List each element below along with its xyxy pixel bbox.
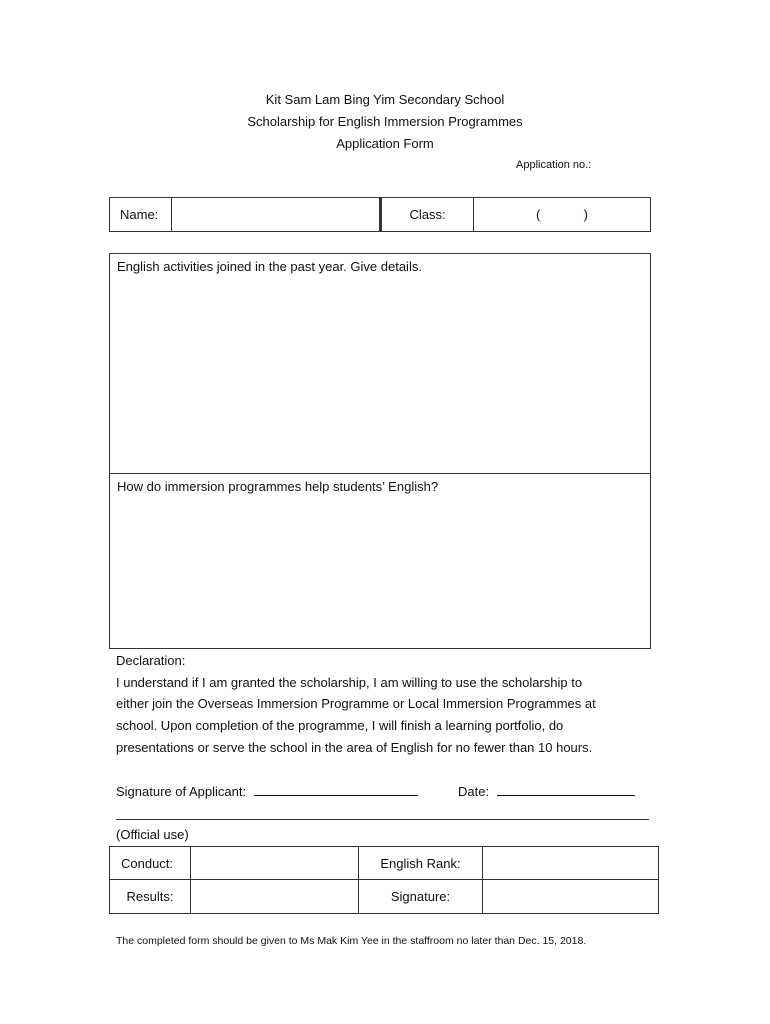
declaration-line: presentations or serve the school in the area of English for no fewer than 10 hours.	[116, 739, 593, 755]
conduct-label: Conduct:	[121, 855, 174, 871]
results-label-cell	[109, 879, 191, 914]
name-field[interactable]	[171, 197, 381, 232]
submission-note: The completed form should be given to Ms Mak Kim Yee in the staffroom no later than Dec. 15, 2018.	[116, 935, 587, 947]
class-label-cell	[379, 197, 474, 232]
class-label: Class:	[409, 207, 446, 222]
form-title: Application Form	[336, 136, 434, 151]
application-number-label: Application no.:	[516, 159, 592, 171]
activities-question: English activities joined in the past year. Give details.	[117, 259, 422, 274]
date-label: Date:	[458, 784, 490, 799]
english-rank-label: English Rank:	[380, 855, 461, 871]
declaration-line: school. Upon completion of the programme, I will finish a learning portfolio, do	[116, 718, 564, 734]
conduct-field[interactable]	[190, 846, 359, 880]
results-label: Results:	[126, 889, 174, 904]
declaration-line: I understand if I am granted the scholarship, I am willing to use the scholarship to	[116, 674, 583, 690]
applicant-signature-line[interactable]	[254, 783, 418, 796]
applicant-signature-label: Signature of Applicant:	[116, 784, 247, 799]
english-rank-label-cell	[358, 846, 483, 880]
official-use-heading: (Official use)	[116, 827, 189, 842]
class-value: ( )	[536, 207, 588, 222]
declaration-heading: Declaration:	[116, 653, 186, 668]
signature-label-cell	[358, 879, 483, 914]
date-row	[458, 783, 635, 800]
conduct-label-cell	[109, 846, 191, 880]
date-line[interactable]	[497, 783, 635, 796]
activities-answer-box[interactable]	[109, 253, 651, 474]
official-signature-field[interactable]	[482, 879, 659, 914]
school-name: Kit Sam Lam Bing Yim Secondary School	[265, 92, 505, 107]
immersion-question: How do immersion programmes help students’ English?	[117, 479, 439, 494]
immersion-answer-box[interactable]	[109, 473, 651, 649]
name-label-cell	[109, 197, 172, 232]
form-subtitle: Scholarship for English Immersion Programmes	[247, 114, 523, 129]
official-signature-label: Signature:	[390, 889, 451, 904]
divider-line	[116, 819, 649, 820]
english-rank-field[interactable]	[482, 846, 659, 880]
name-label: Name:	[120, 207, 159, 222]
declaration-section	[116, 650, 656, 759]
results-field[interactable]	[190, 879, 359, 914]
declaration-line: either join the Overseas Immersion Programme or Local Immersion Programmes at	[116, 696, 596, 712]
applicant-signature-row	[116, 783, 418, 800]
class-field[interactable]	[473, 197, 651, 232]
